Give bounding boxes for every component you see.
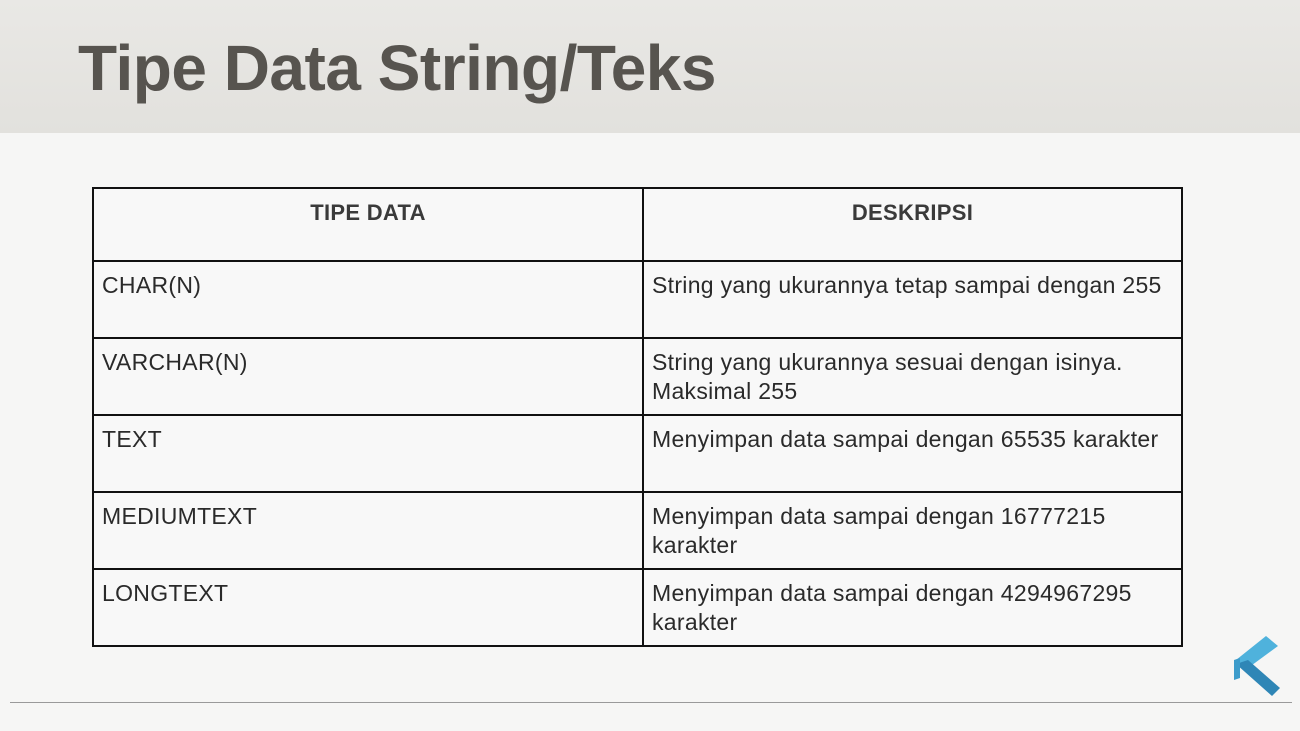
cell-type: MEDIUMTEXT xyxy=(93,492,643,569)
chevron-left-logo-icon xyxy=(1226,634,1282,698)
cell-description: Menyimpan data sampai dengan 4294967295 karakter xyxy=(643,569,1182,646)
header-deskripsi: DESKRIPSI xyxy=(643,188,1182,261)
cell-type: CHAR(N) xyxy=(93,261,643,338)
table-header-row xyxy=(93,188,1182,261)
slide-title: Tipe Data String/Teks xyxy=(78,32,716,104)
header-tipe-data: TIPE DATA xyxy=(93,188,643,261)
footer-divider xyxy=(10,702,1292,703)
cell-type: VARCHAR(N) xyxy=(93,338,643,415)
cell-description: String yang ukurannya sesuai dengan isinya. Maksimal 255 xyxy=(643,338,1182,415)
cell-type: TEXT xyxy=(93,415,643,492)
table-row xyxy=(93,415,1182,492)
cell-description: Menyimpan data sampai dengan 65535 karakter xyxy=(643,415,1182,492)
string-types-table xyxy=(92,187,1183,647)
cell-description: Menyimpan data sampai dengan 16777215 karakter xyxy=(643,492,1182,569)
table-row xyxy=(93,492,1182,569)
table-row xyxy=(93,569,1182,646)
table-row xyxy=(93,338,1182,415)
cell-type: LONGTEXT xyxy=(93,569,643,646)
cell-description: String yang ukurannya tetap sampai dengan 255 xyxy=(643,261,1182,338)
table-row xyxy=(93,261,1182,338)
